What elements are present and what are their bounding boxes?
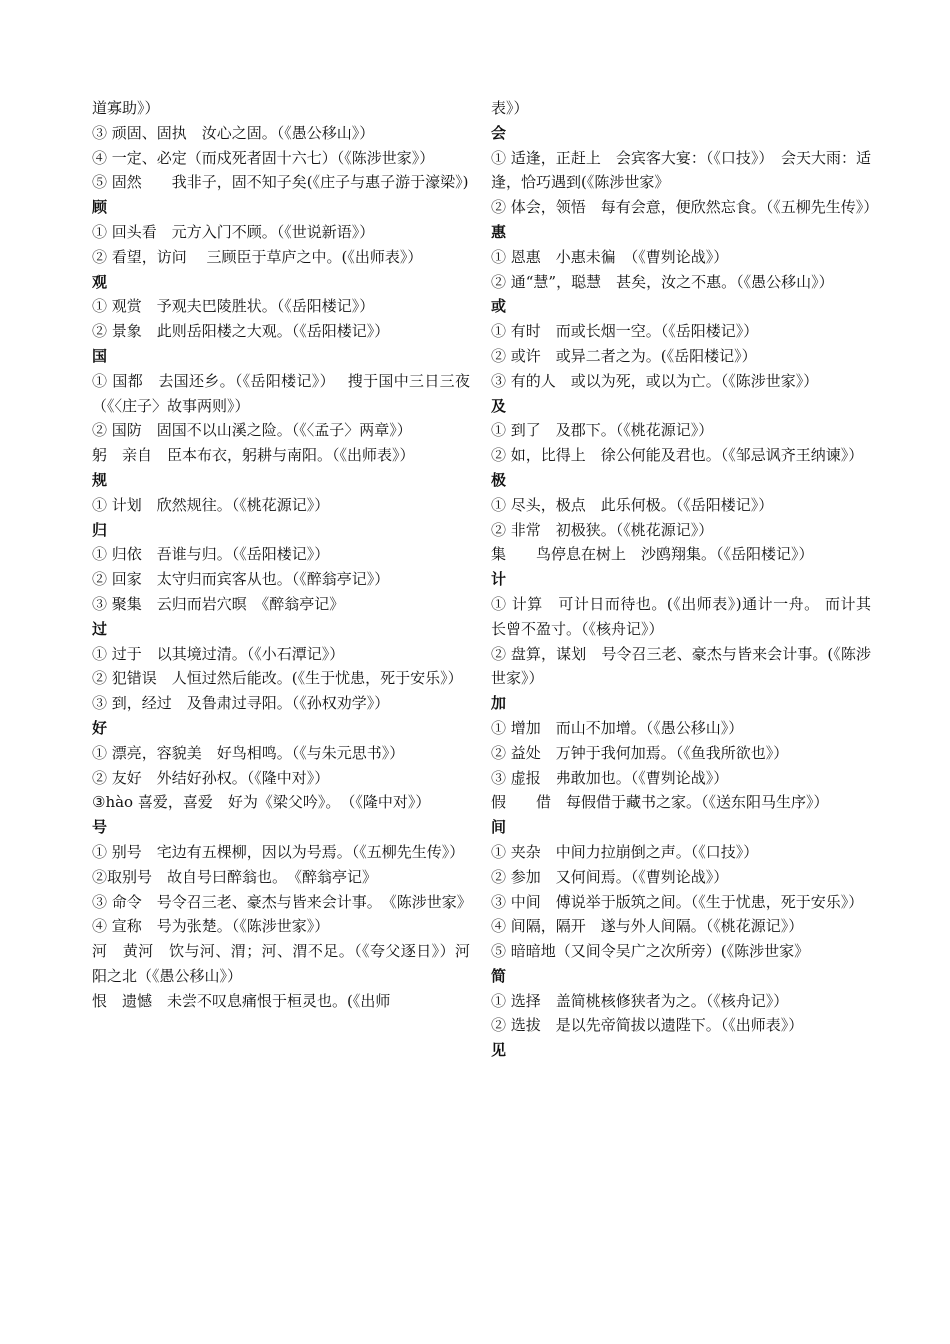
entry-line: ① 计划 欣然规往。（《桃花源记》） [92,495,330,514]
entry-line: ① 计算 可计日而待也。(《出师表》)通计一舟。 而计其长曾不盈寸。（《核舟记》） [491,594,871,638]
entry-line: ④ 宣称 号为张楚。（《陈涉世家》） [92,917,330,936]
entry-line: ⑤ 固然 我非子，固不知子矣(《庄子与惠子游于濠梁》) [92,173,469,192]
headword: 惠 [491,222,507,241]
entry-line: ② 景象 此则岳阳楼之大观。（《岳阳楼记》） [92,322,390,341]
entry-line: ② 友好 外结好孙权。（《隆中对》） [92,768,330,787]
entry-line: ② 看望，访问 三顾臣于草庐之中。(《出师表》） [92,247,423,266]
entry-line: ④ 一定、必定（而戍死者固十六七）（《陈涉世家》） [92,148,435,167]
entry-line: ① 回头看 元方入门不顾。（《世说新语》） [92,222,375,241]
entry-line: ① 适逢，正赶上 会宾客大宴：（《口技》） 会天大雨：适逢，恰巧遇到(《陈涉世家》 [491,148,871,192]
headword: 极 [491,470,507,489]
headword: 及 [491,396,507,415]
entry-line: ① 夹杂 中间力拉崩倒之声。（《口技》） [491,842,759,861]
headword: 加 [491,694,507,713]
entry-line: ③ 到，经过 及鲁肃过寻阳。（《孙权劝学》） [92,694,390,713]
entry-line: ③ 顽固、固执 汝心之固。（《愚公移山》） [92,123,375,142]
entry-line: ② 非常 初极狭。（《桃花源记》） [491,520,714,539]
left-column [92,96,470,1013]
entry-line: 表》） [491,99,529,117]
entry-line: 集 鸟停息在树上 沙鸥翔集。（《岳阳楼记》） [491,545,814,564]
entry-line: ② 犯错误 人恒过然后能改。(《生于忧患，死于安乐》） [92,669,463,688]
headword: 规 [92,470,108,489]
entry-line: 假 借 每假借于藏书之家。（《送东阳马生序》） [491,793,829,812]
headword: 间 [491,818,507,837]
headword: 见 [491,1041,507,1060]
entry-line: ① 观赏 予观夫巴陵胜状。（《岳阳楼记》） [92,297,375,316]
headword: 或 [491,297,507,316]
entry-line: ② 如，比得上 徐公何能及君也。（《邹忌讽齐王纳谏》） [491,446,864,465]
entry-line: ② 盘算，谋划 号令召三老、豪杰与皆来会计事。(《陈涉世家》） [491,644,871,688]
entry-line: ③ 中间 傅说举于版筑之间。（《生于忧患，死于安乐》） [491,892,864,911]
entry-line: ③ 聚集 云归而岩穴暝 《醉翁亭记》 [92,594,345,613]
entry-line: ① 漂亮，容貌美 好鸟相鸣。（《与朱元思书》） [92,743,405,762]
headword: 号 [92,818,108,837]
entry-line: 躬 亲自 臣本布衣，躬耕与南阳。（《出师表》） [92,446,415,465]
entry-line: 道寡助》） [92,99,160,117]
entry-line: ③ 有的人 或以为死，或以为亡。（《陈涉世家》） [491,371,819,390]
entry-line: ① 国都 去国还乡。（《岳阳楼记》） 搜于国中三日三夜（《〈庄子〉故事两则》） [92,371,470,415]
entry-line: ① 增加 而山不加增。（《愚公移山》） [491,718,744,737]
right-column [491,96,879,1063]
headword: 会 [491,123,507,142]
entry-line: ① 过于 以其境过清。（《小石潭记》） [92,644,345,663]
entry-line: ① 有时 而或长烟一空。（《岳阳楼记》） [491,322,759,341]
headword: 计 [491,570,507,589]
entry-line: ① 归依 吾谁与归。（《岳阳楼记》） [92,545,330,564]
entry-line: ⑤ 暗暗地（又间令吴广之次所旁）(《陈涉世家》 [491,942,810,961]
entry-line: ③ 虚报 弗敢加也。（《曹刿论战》） [491,768,729,787]
entry-line: ② 选拔 是以先帝简拔以遗陛下。（《出师表》） [491,1016,804,1035]
entry-line: ① 到了 及郡下。（《桃花源记》） [491,421,714,440]
entry-line: ② 体会，领悟 每有会意，便欣然忘食。（《五柳先生传》） [491,198,879,217]
entry-line: ② 益处 万钟于我何加焉。（《鱼我所欲也》） [491,743,789,762]
entry-line: ② 或许 或异二者之为。(《岳阳楼记》） [491,346,757,365]
entry-line: ② 通“慧”，聪慧 甚矣，汝之不惠。（《愚公移山》） [491,272,834,291]
entry-line: ① 选择 盖简桃核修狭者为之。（《核舟记》） [491,991,789,1010]
headword: 观 [92,272,108,291]
entry-line: ③ 命令 号令召三老、豪杰与皆来会计事。 《陈涉世家》 [92,892,472,911]
entry-line: ③hào 喜爱，喜爱 好为《梁父吟》。 （《隆中对》） [92,793,431,812]
headword: 好 [92,718,108,737]
entry-line: ① 恩惠 小惠未徧 （《曹刿论战》） [491,247,729,266]
headword: 过 [92,619,108,638]
headword: 归 [92,520,108,539]
entry-line: ②取别号 故自号曰醉翁也。 《醉翁亭记》 [92,867,378,886]
headword: 简 [491,966,507,985]
headword: 顾 [92,198,108,217]
entry-line: ① 别号 宅边有五棵柳，因以为号焉。（《五柳先生传》） [92,842,465,861]
entry-line: ② 参加 又何间焉。（《曹刿论战》） [491,867,729,886]
entry-line: ② 回家 太守归而宾客从也。（《醉翁亭记》） [92,570,390,589]
entry-line: 河 黄河 饮与河、渭；河、渭不足。（《夸父逐日》）河阳之北（《愚公移山》） [92,942,470,985]
entry-line: 恨 遗憾 未尝不叹息痛恨于桓灵也。(《出师 [92,991,391,1010]
entry-line: ② 国防 固国不以山溪之险。（《〈孟子〉两章》） [92,421,412,440]
headword: 国 [92,346,108,365]
entry-line: ① 尽头，极点 此乐何极。（《岳阳楼记》） [491,495,774,514]
entry-line: ④ 间隔，隔开 遂与外人间隔。（《桃花源记》） [491,917,804,936]
